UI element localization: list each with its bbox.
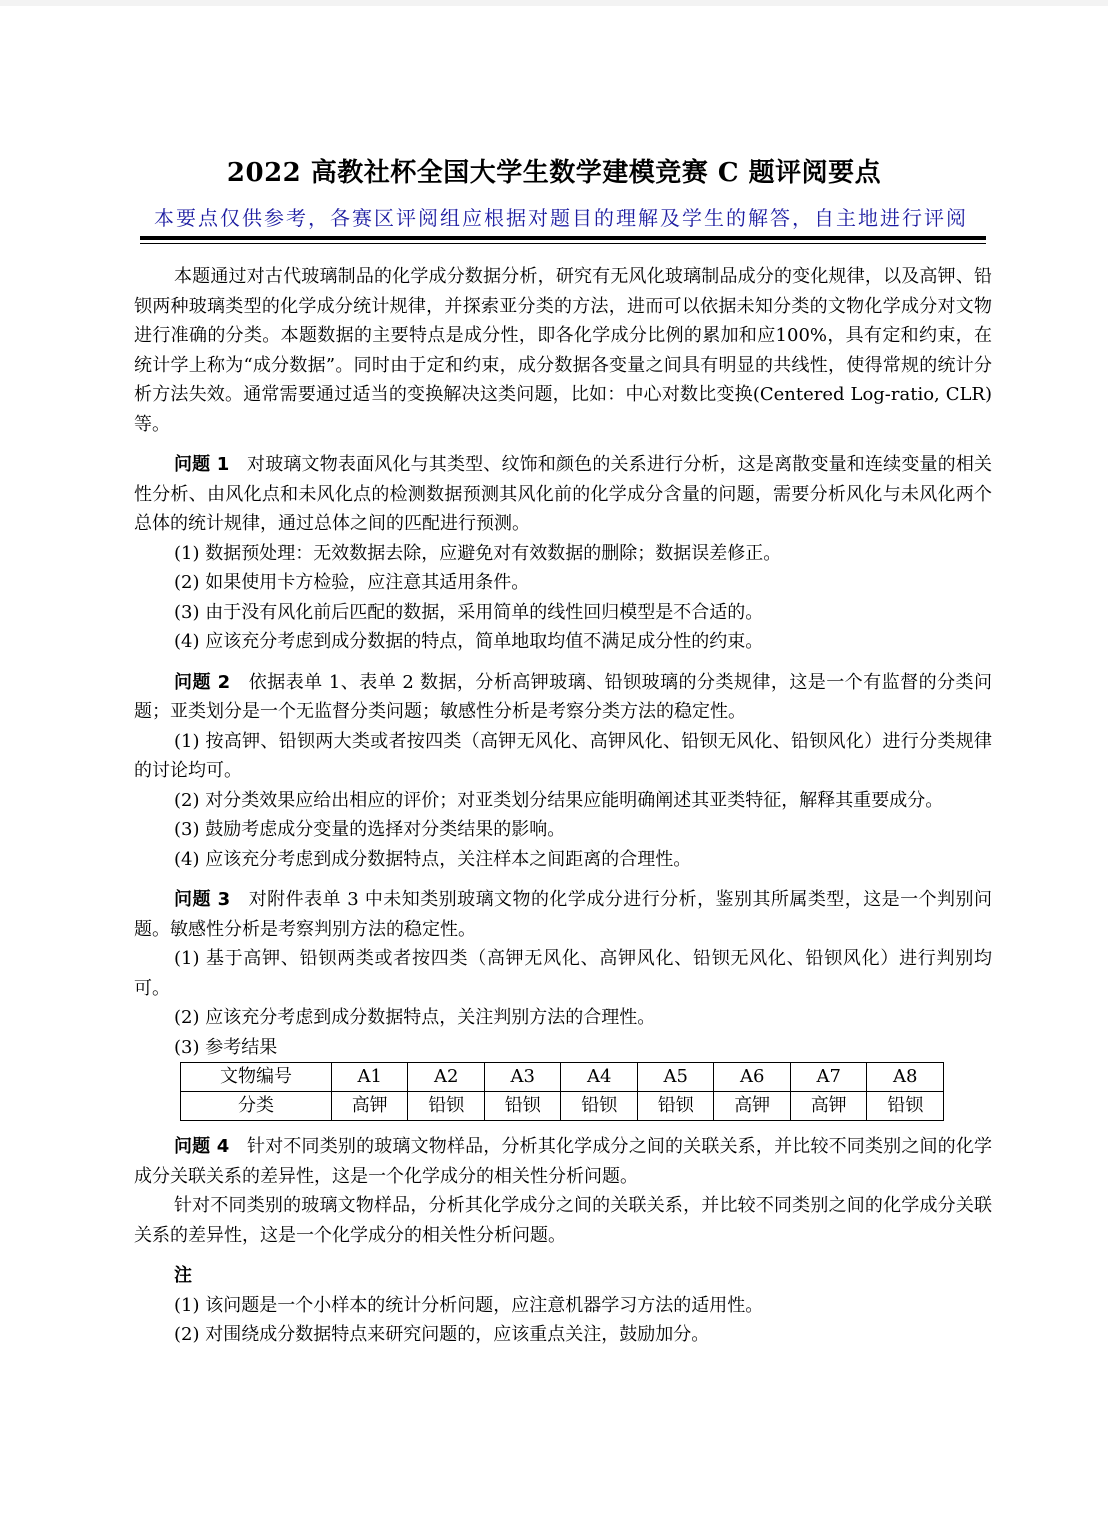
top-edge — [0, 0, 1108, 6]
question-3-text: 对附件表单 3 中未知类别玻璃文物的化学成分进行分析，鉴别其所属类型，这是一个判别问题。敏感性分析是考察判别方法的稳定性。 — [134, 889, 992, 940]
document-body — [134, 262, 992, 1350]
table-row — [181, 1092, 944, 1121]
table-cell: 高钾 — [714, 1092, 791, 1121]
table-cell: A1 — [331, 1063, 408, 1092]
table-cell: A2 — [408, 1063, 485, 1092]
table-cell: 铅钡 — [484, 1092, 561, 1121]
q2-item-2: (2) 对分类效果应给出相应的评价；对亚类划分结果应能明确阐述其亚类特征，解释其重要成分。 — [174, 789, 944, 811]
question-4-heading: 问题 4 — [174, 1136, 230, 1157]
question-2-text: 依据表单 1、表单 2 数据，分析高钾玻璃、铅钡玻璃的分类规律，这是一个有监督的分类问题；亚类划分是一个无监督分类问题；敏感性分析是考察分类方法的稳定性。 — [134, 671, 992, 722]
question-3-paragraph — [134, 885, 992, 944]
table-header-cell: 文物编号 — [181, 1063, 332, 1092]
intro-paragraph: 本题通过对古代玻璃制品的化学成分数据分析，研究有无风化玻璃制品成分的变化规律，以及高钾、铅钡两种玻璃类型的化学成分统计规律，并探索亚分类的方法，进而可以依据未知分类的文物化学成分对文物进行准确的分类。本题数据的主要特点是成分性，即各化学成分比例的累加和应100%，具有定和约束，在统计学上称为“成分数据”。同时由于定和约束，成分数据各变量之间具有明显的共线性，使得常规的统计分析方法失效。通常需要通过适当的变换解决这类问题，比如：中心对数比变换(Centered Log-ratio, CLR)等。 — [134, 266, 992, 435]
question-3-heading: 问题 3 — [174, 889, 231, 910]
q1-item-3: (3) 由于没有风化前后匹配的数据，采用简单的线性回归模型是不合适的。 — [174, 601, 764, 623]
table-cell: 铅钡 — [408, 1092, 485, 1121]
note-item-2: (2) 对围绕成分数据特点来研究问题的，应该重点关注，鼓励加分。 — [174, 1324, 710, 1345]
table-cell: A8 — [867, 1063, 944, 1092]
question-4-paragraph — [134, 1132, 992, 1191]
table-row — [181, 1063, 944, 1092]
question-1-heading: 问题 1 — [174, 454, 230, 475]
table-cell: A6 — [714, 1063, 791, 1092]
table-cell: 铅钡 — [867, 1092, 944, 1121]
table-cell: 高钾 — [331, 1092, 408, 1121]
table-header-cell: 分类 — [181, 1092, 332, 1121]
document-subtitle: 本要点仅供参考，各赛区评阅组应根据对题目的理解及学生的解答，自主地进行评阅 — [154, 206, 968, 230]
question-2-paragraph — [134, 668, 992, 727]
q2-item-4: (4) 应该充分考虑到成分数据特点，关注样本之间距离的合理性。 — [174, 848, 692, 870]
q2-item-3: (3) 鼓励考虑成分变量的选择对分类结果的影响。 — [174, 819, 566, 840]
table-cell: A3 — [484, 1063, 561, 1092]
reference-result-table — [180, 1062, 944, 1121]
table-cell: 高钾 — [790, 1092, 867, 1121]
q1-item-2: (2) 如果使用卡方检验，应注意其适用条件。 — [174, 572, 530, 593]
table-cell: A4 — [561, 1063, 638, 1092]
header-rule-thick — [140, 236, 986, 240]
table-cell: 铅钡 — [637, 1092, 714, 1121]
question-1-paragraph — [134, 450, 992, 539]
q3-item-3: (3) 参考结果 — [174, 1036, 278, 1058]
document-title: 2022 高教社杯全国大学生数学建模竞赛 C 题评阅要点 — [226, 158, 882, 188]
question-1-text: 对玻璃文物表面风化与其类型、纹饰和颜色的关系进行分析，这是离散变量和连续变量的相关性分析、由风化点和未风化点的检测数据预测其风化前的化学成分含量的问题，需要分析风化与未风化两个总体的统计规律，通过总体之间的匹配进行预测。 — [134, 454, 993, 534]
note-item-1: (1) 该问题是一个小样本的统计分析问题，应注意机器学习方法的适用性。 — [174, 1294, 764, 1316]
q1-item-4: (4) 应该充分考虑到成分数据的特点，简单地取均值不满足成分性的约束。 — [174, 631, 764, 652]
q3-item-2: (2) 应该充分考虑到成分数据特点，关注判别方法的合理性。 — [174, 1007, 656, 1028]
q1-item-1: (1) 数据预处理：无效数据去除，应避免对有效数据的删除；数据误差修正。 — [174, 542, 782, 564]
table-cell: A7 — [790, 1063, 867, 1092]
question-4-repeat-paragraph: 针对不同类别的玻璃文物样品，分析其化学成分之间的关联关系，并比较不同类别之间的化学成分关联关系的差异性，这是一个化学成分的相关性分析问题。 — [134, 1195, 992, 1246]
question-2-heading: 问题 2 — [174, 671, 231, 693]
table-cell: 铅钡 — [561, 1092, 638, 1121]
table-cell: A5 — [637, 1063, 714, 1092]
question-4-text: 针对不同类别的玻璃文物样品，分析其化学成分之间的关联关系，并比较不同类别之间的化学成分关联关系的差异性，这是一个化学成分的相关性分析问题。 — [134, 1136, 993, 1187]
header-rule-thin — [140, 243, 986, 244]
q3-item-1: (1) 基于高钾、铅钡两类或者按四类（高钾无风化、高钾风化、铅钡无风化、铅钡风化）进行判别均可。 — [134, 948, 992, 999]
note-heading: 注 — [174, 1265, 192, 1286]
q2-item-1: (1) 按高钾、铅钡两大类或者按四类（高钾无风化、高钾风化、铅钡无风化、铅钡风化）进行分类规律的讨论均可。 — [134, 730, 992, 781]
